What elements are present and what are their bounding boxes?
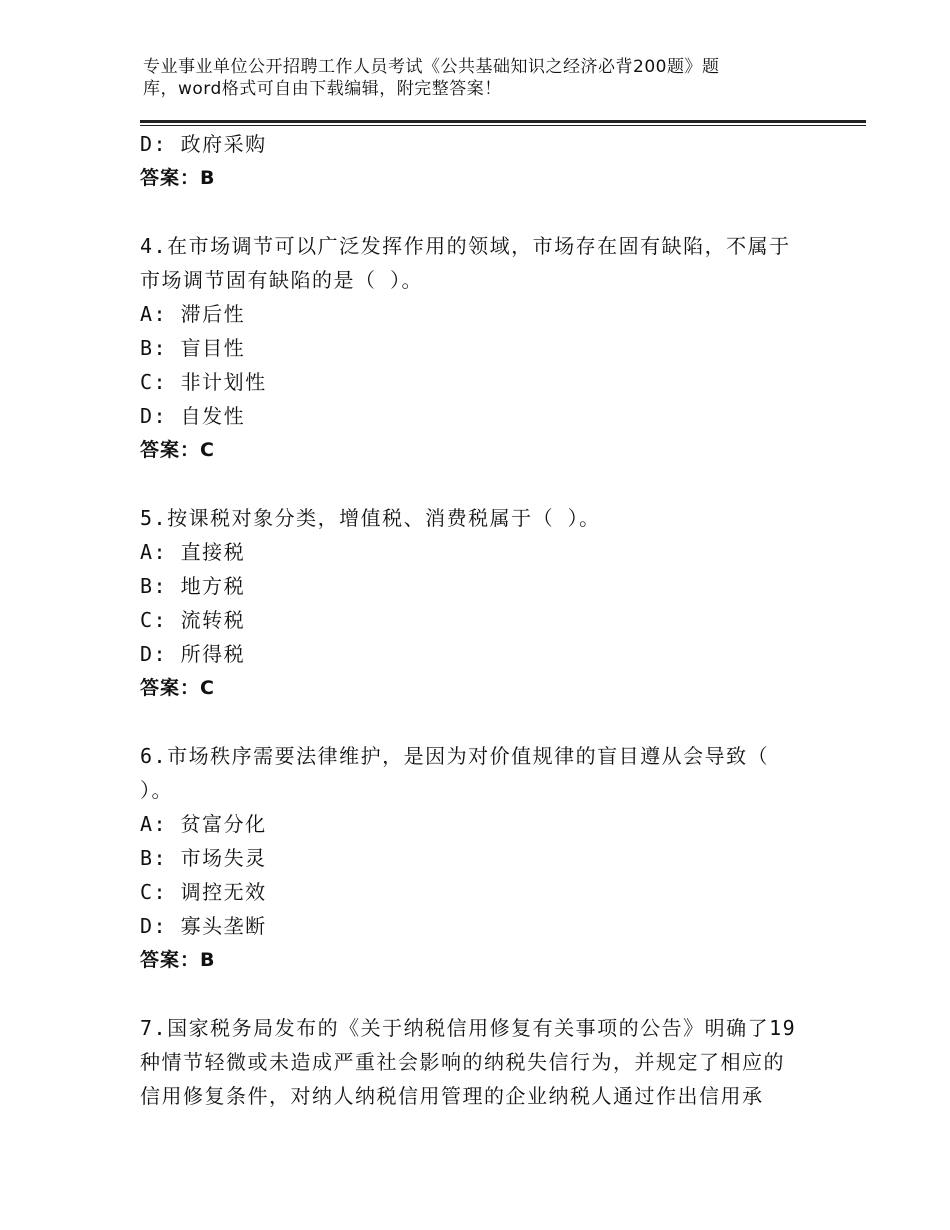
q7-stem-line-1: 7.国家税务局发布的《关于纳税信用修复有关事项的公告》明确了19	[140, 1016, 797, 1040]
document-body	[140, 127, 810, 1113]
spacer	[140, 705, 810, 739]
q7-stem-line-3: 信用修复条件，对纳人纳税信用管理的企业纳税人通过作出信用承	[140, 1084, 764, 1108]
header-rule-thin	[140, 125, 866, 126]
q6-answer: 答案：B	[140, 949, 216, 971]
header-rule-thick	[140, 120, 866, 123]
q6-option-a: A: 贫富分化	[140, 812, 267, 836]
header-line-1: 专业事业单位公开招聘工作人员考试《公共基础知识之经济必背200题》题	[143, 57, 720, 77]
spacer	[140, 977, 810, 1011]
q5-answer: 答案：C	[140, 677, 215, 699]
q6-stem-line-2: ）。	[140, 778, 173, 802]
q5-stem-line-1: 5.按课税对象分类，增值税、消费税属于（ ）。	[140, 506, 601, 530]
q6-option-c: C: 调控无效	[140, 880, 267, 904]
q3-option-d: D: 政府采购	[140, 132, 267, 156]
q5-option-b: B: 地方税	[140, 574, 246, 598]
q6-stem-line-1: 6.市场秩序需要法律维护，是因为对价值规律的盲目遵从会导致（	[140, 744, 770, 768]
q4-stem-line-1: 4.在市场调节可以广泛发挥作用的领域，市场存在固有缺陷，不属于	[140, 234, 791, 258]
q4-option-c: C: 非计划性	[140, 370, 267, 394]
header-line-2: 库，word格式可自由下载编辑，附完整答案！	[143, 79, 502, 99]
q4-option-a: A: 滞后性	[140, 302, 246, 326]
q6-option-d: D: 寡头垄断	[140, 914, 267, 938]
q6-option-b: B: 市场失灵	[140, 846, 267, 870]
q5-option-c: C: 流转税	[140, 608, 246, 632]
q7-stem-line-2: 种情节轻微或未造成严重社会影响的纳税失信行为，并规定了相应的	[140, 1050, 785, 1074]
q3-answer: 答案：B	[140, 167, 216, 189]
q5-option-d: D: 所得税	[140, 642, 246, 666]
document-header	[143, 56, 783, 100]
q4-option-d: D: 自发性	[140, 404, 246, 428]
spacer	[140, 195, 810, 229]
q4-stem-line-2: 市场调节固有缺陷的是（ ）。	[140, 268, 424, 292]
q5-option-a: A: 直接税	[140, 540, 246, 564]
q4-answer: 答案：C	[140, 439, 215, 461]
spacer	[140, 467, 810, 501]
q4-option-b: B: 盲目性	[140, 336, 246, 360]
